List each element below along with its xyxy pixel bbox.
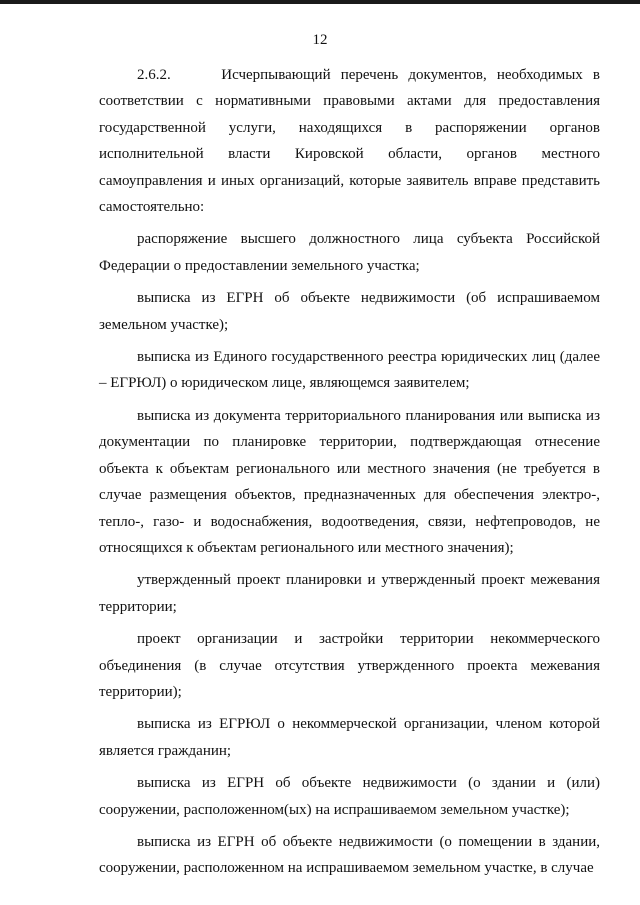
list-item: выписка из ЕГРН об объекте недвижимости (о помещении в здании, сооружении, расположенном на испрашиваемом земельном участке, в случае <box>99 833 600 877</box>
page-number: 12 <box>312 32 328 48</box>
list-item: проект организации и застройки территории некоммерческого объединения (в случае отсутствия утвержденного проекта межевания территории); <box>99 631 600 700</box>
list-item: распоряжение высшего должностного лица субъекта Российской Федерации о предоставлении земельного участка; <box>99 231 600 274</box>
document-body <box>99 62 600 882</box>
list-item: выписка из ЕГРН об объекте недвижимости (об испрашиваемом земельном участке); <box>99 290 600 333</box>
top-border-line <box>0 0 640 4</box>
list-item: выписка из документа территориального планирования или выписка из документации по планировке территории, подтверждающая отнесение объекта к объектам регионального или местного значения (не требуется в случае размещения объектов, предназначенных для обеспечения электро-, тепло-, газо- и водоснабжения, водоотведения, связи, нефтепроводов, не относящихся к объектам регионального или местного значения); <box>99 407 600 556</box>
list-item: выписка из Единого государственного реестра юридических лиц (далее – ЕГРЮЛ) о юридическом лице, являющемся заявителем; <box>99 349 600 392</box>
list-item: выписка из ЕГРЮЛ о некоммерческой организации, членом которой является гражданин; <box>99 716 600 759</box>
list-item: утвержденный проект планировки и утвержденный проект межевания территории; <box>99 572 600 615</box>
list-item: выписка из ЕГРН об объекте недвижимости (о здании и (или) сооружении, расположенном(ых) на испрашиваемом земельном участке); <box>99 775 600 818</box>
section-heading-paragraph: 2.6.2. Исчерпывающий перечень документов, необходимых в соответствии с нормативными правовыми актами для предоставления государственной услуги, находящихся в распоряжении органов исполнительной власти Кировской области, органов местного самоуправления и иных организаций, которые заявитель вправе представить самостоятельно: <box>99 67 600 216</box>
